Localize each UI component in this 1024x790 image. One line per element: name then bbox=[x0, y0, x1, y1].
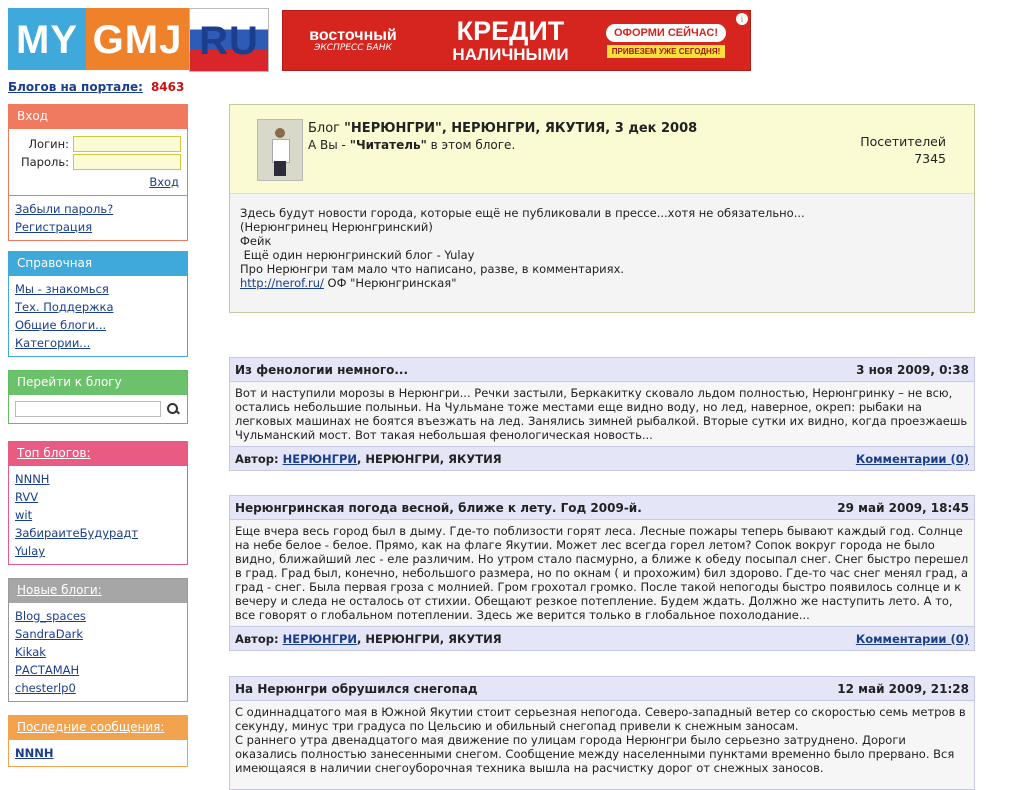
banner-bank-name: восточный bbox=[309, 26, 397, 44]
blog-post bbox=[229, 495, 975, 651]
blog-title bbox=[308, 121, 697, 136]
post-author-link[interactable]: НЕРЮНГРИ bbox=[282, 451, 358, 466]
banner-credit bbox=[423, 17, 598, 63]
blog-desc-link-suffix: ОФ "Нерюнгринская" bbox=[327, 276, 457, 290]
post-body: Вот и наступили морозы в Нерюнгри... Речки застыли, Беркакитку сковало льдом полностью, Нерюнгринку – не всю, остались небольшие полыньи. На Чульмане тоже местами еще видно воду, но лед, наверное, окреп: рыбаки на легковых машинах не боятся въезжать на лед. Занялись зимней рыбалкой. Вторые сутки их видно, когда проезжаешь Чульманский мост. Вот такая небольшая фенологическая новость... bbox=[230, 382, 974, 446]
reference-box bbox=[8, 251, 188, 357]
top-blog-link[interactable]: Yulay bbox=[15, 544, 46, 558]
last-message-link[interactable]: NNNH bbox=[15, 746, 54, 760]
new-blog-link[interactable]: Blog_spaces bbox=[15, 609, 86, 623]
blog-post bbox=[229, 676, 975, 790]
post-author-line bbox=[235, 452, 502, 466]
blog-post bbox=[229, 357, 975, 471]
login-box-title: Вход bbox=[9, 105, 187, 129]
new-blog-link[interactable]: Kikak bbox=[15, 645, 46, 659]
goto-blog-title: Перейти к блогу bbox=[9, 371, 187, 395]
blog-title-prefix: Блог bbox=[308, 121, 341, 136]
post-body: Еще вчера весь город был в дыму. Где-то поблизости горят леса. Лесные пожары теперь бывают каждый год. Солнце на небе белое - белое. Прямо, как на флаге Якутии. Может лес всегда горел летом? Сопок вокруг города не было видно, ближайший лес - еле различим. Но утром стало пасмурно, а ближе к обеду посыпал снег. Снег быстро перешел в град. Град был, конечно, небольшого размера, но по окнам ( и прохожим) бил здорово. Где-то час снег менял град, а град - снег. Была первая гроза с молнией. Гром грохотал громко. После такой непогоды быстро появилось солнце и к вечеру и следа не осталось от стихии. Обещают резкое потепление. Будем ждать. Должно же наступить лето. А то, все говорят о глобальном потеплении. Здесь же верится только в глобальное похолодание... bbox=[230, 520, 974, 626]
blog-desc-line: Здесь будут новости города, которые ещё не публиковали в прессе...хотя не обязательно... bbox=[240, 206, 805, 220]
blog-desc-line: (Нерюнгринец Нерюнгринский) bbox=[240, 220, 433, 234]
blog-name: "НЕРЮНГРИ", НЕРЮНГРИ, ЯКУТИЯ, 3 дек 2008 bbox=[344, 121, 698, 136]
logo-part-ru: RU bbox=[189, 8, 269, 72]
blog-count-value: 8463 bbox=[150, 80, 185, 94]
login-submit-link[interactable]: Вход bbox=[149, 175, 179, 189]
post-body: С одиннадцатого мая в Южной Якутии стоит серьезная непогода. Северо-западный ветер со скоростью семь метров в секунду, минус три градуса по Цельсию и обильный снегопад привели к снежным заносам. С раннего утра двенадцатого мая движение по улицам города Нерюнгри было серьезно затруднено. Дороги оказались полностью занесенными снегом. Сообщение между населенными пунктами временно было прервано. Вся имеющаяся в наличии снегоуборочная техника вышла на расчистку дорог от снежных заносов. bbox=[230, 701, 974, 789]
post-author-rest: , НЕРЮНГРИ, ЯКУТИЯ bbox=[357, 451, 502, 466]
logo-part-my: MY bbox=[8, 8, 86, 70]
reference-box-title: Справочная bbox=[9, 252, 187, 276]
banner-credit-line1: КРЕДИТ bbox=[456, 16, 565, 47]
new-blog-link[interactable]: SandraDark bbox=[15, 627, 84, 641]
post-author-label: Автор: bbox=[235, 451, 279, 466]
blog-role-suffix: в этом блоге. bbox=[430, 138, 516, 152]
new-blogs-title[interactable]: Новые блоги: bbox=[17, 583, 102, 597]
login-input[interactable] bbox=[73, 136, 181, 152]
reference-link[interactable]: Тех. Поддержка bbox=[15, 300, 114, 314]
post-date: 29 май 2009, 18:45 bbox=[837, 500, 969, 515]
login-label: Логин: bbox=[28, 137, 69, 151]
visitors-counter bbox=[860, 133, 946, 167]
post-date: 3 ноя 2009, 0:38 bbox=[856, 362, 969, 377]
blog-description bbox=[230, 193, 974, 312]
banner-bank-sub: ЭКСПРЕСС БАНК bbox=[314, 43, 392, 54]
reference-link[interactable]: Общие блоги... bbox=[15, 318, 107, 332]
visitors-label: Посетителей bbox=[860, 134, 946, 149]
top-blog-link[interactable]: wit bbox=[15, 508, 33, 522]
new-blog-link[interactable]: РАСТАМАН bbox=[15, 663, 80, 677]
blog-desc-line: Фейк bbox=[240, 234, 272, 248]
new-blog-link[interactable]: chesterlp0 bbox=[15, 681, 76, 695]
reference-link[interactable]: Мы - знакомься bbox=[15, 282, 109, 296]
top-blog-link[interactable]: NNNH bbox=[15, 472, 50, 486]
top-blogs-title[interactable]: Топ блогов: bbox=[17, 446, 91, 460]
blog-info-panel bbox=[229, 104, 975, 313]
post-author-line bbox=[235, 632, 502, 646]
login-box bbox=[8, 104, 188, 241]
forgot-password-link[interactable]: Забыли пароль? bbox=[15, 202, 114, 216]
last-messages-title[interactable]: Последние сообщения: bbox=[17, 720, 165, 734]
last-messages-box bbox=[8, 715, 188, 767]
password-label: Пароль: bbox=[20, 155, 69, 169]
reference-link[interactable]: Категории... bbox=[15, 336, 91, 350]
top-blogs-box bbox=[8, 441, 188, 565]
post-comments-link[interactable]: Комментарии (0) bbox=[855, 451, 969, 466]
top-blog-link[interactable]: ЗабираитеБудурадт bbox=[15, 526, 139, 540]
goto-blog-box bbox=[8, 370, 188, 424]
top-blog-link[interactable]: RVV bbox=[15, 490, 39, 504]
post-author-link[interactable]: НЕРЮНГРИ bbox=[282, 631, 358, 646]
blog-role-prefix: А Вы - bbox=[308, 138, 346, 152]
post-title[interactable]: Нерюнгринская погода весной, ближе к лету. Год 2009-й. bbox=[235, 500, 642, 515]
banner-deliver-label: ПРИВЕЗЕМ УЖЕ СЕГОДНЯ! bbox=[607, 45, 726, 58]
banner-cta-button[interactable]: ОФОРМИ СЕЙЧАС! bbox=[606, 24, 726, 42]
register-link[interactable]: Регистрация bbox=[15, 220, 93, 234]
banner-cta bbox=[606, 24, 726, 58]
new-blogs-box bbox=[8, 578, 188, 702]
blog-avatar bbox=[257, 119, 303, 181]
search-icon[interactable] bbox=[167, 403, 179, 415]
post-author-label: Автор: bbox=[235, 631, 279, 646]
blog-desc-line: Ещё один нерюнгринский блог - Yulay bbox=[240, 248, 475, 262]
logo-part-gmj: GMJ bbox=[86, 8, 189, 70]
blog-role-value: "Читатель" bbox=[349, 138, 427, 152]
blog-count bbox=[8, 80, 184, 94]
banner-bank bbox=[283, 27, 423, 54]
site-logo[interactable] bbox=[8, 8, 269, 70]
post-author-rest: , НЕРЮНГРИ, ЯКУТИЯ bbox=[357, 631, 502, 646]
info-icon[interactable]: i bbox=[736, 13, 748, 25]
blog-count-link[interactable]: Блогов на портале: bbox=[8, 80, 143, 94]
ad-banner[interactable] bbox=[282, 10, 751, 71]
blog-desc-line: Про Нерюнгри там мало что написано, разве, в комментариях. bbox=[240, 262, 625, 276]
visitors-value: 7345 bbox=[914, 151, 946, 166]
banner-credit-line2: НАЛИЧНЫМИ bbox=[452, 44, 569, 64]
password-input[interactable] bbox=[73, 154, 181, 170]
post-title[interactable]: Из фенологии немного... bbox=[235, 362, 409, 377]
post-date: 12 май 2009, 21:28 bbox=[837, 681, 969, 696]
goto-blog-input[interactable] bbox=[15, 401, 161, 417]
post-comments-link[interactable]: Комментарии (0) bbox=[855, 631, 969, 646]
blog-role bbox=[308, 138, 515, 152]
post-title[interactable]: На Нерюнгри обрушился снегопад bbox=[235, 681, 478, 696]
blog-desc-link[interactable]: http://nerof.ru/ bbox=[240, 276, 324, 290]
